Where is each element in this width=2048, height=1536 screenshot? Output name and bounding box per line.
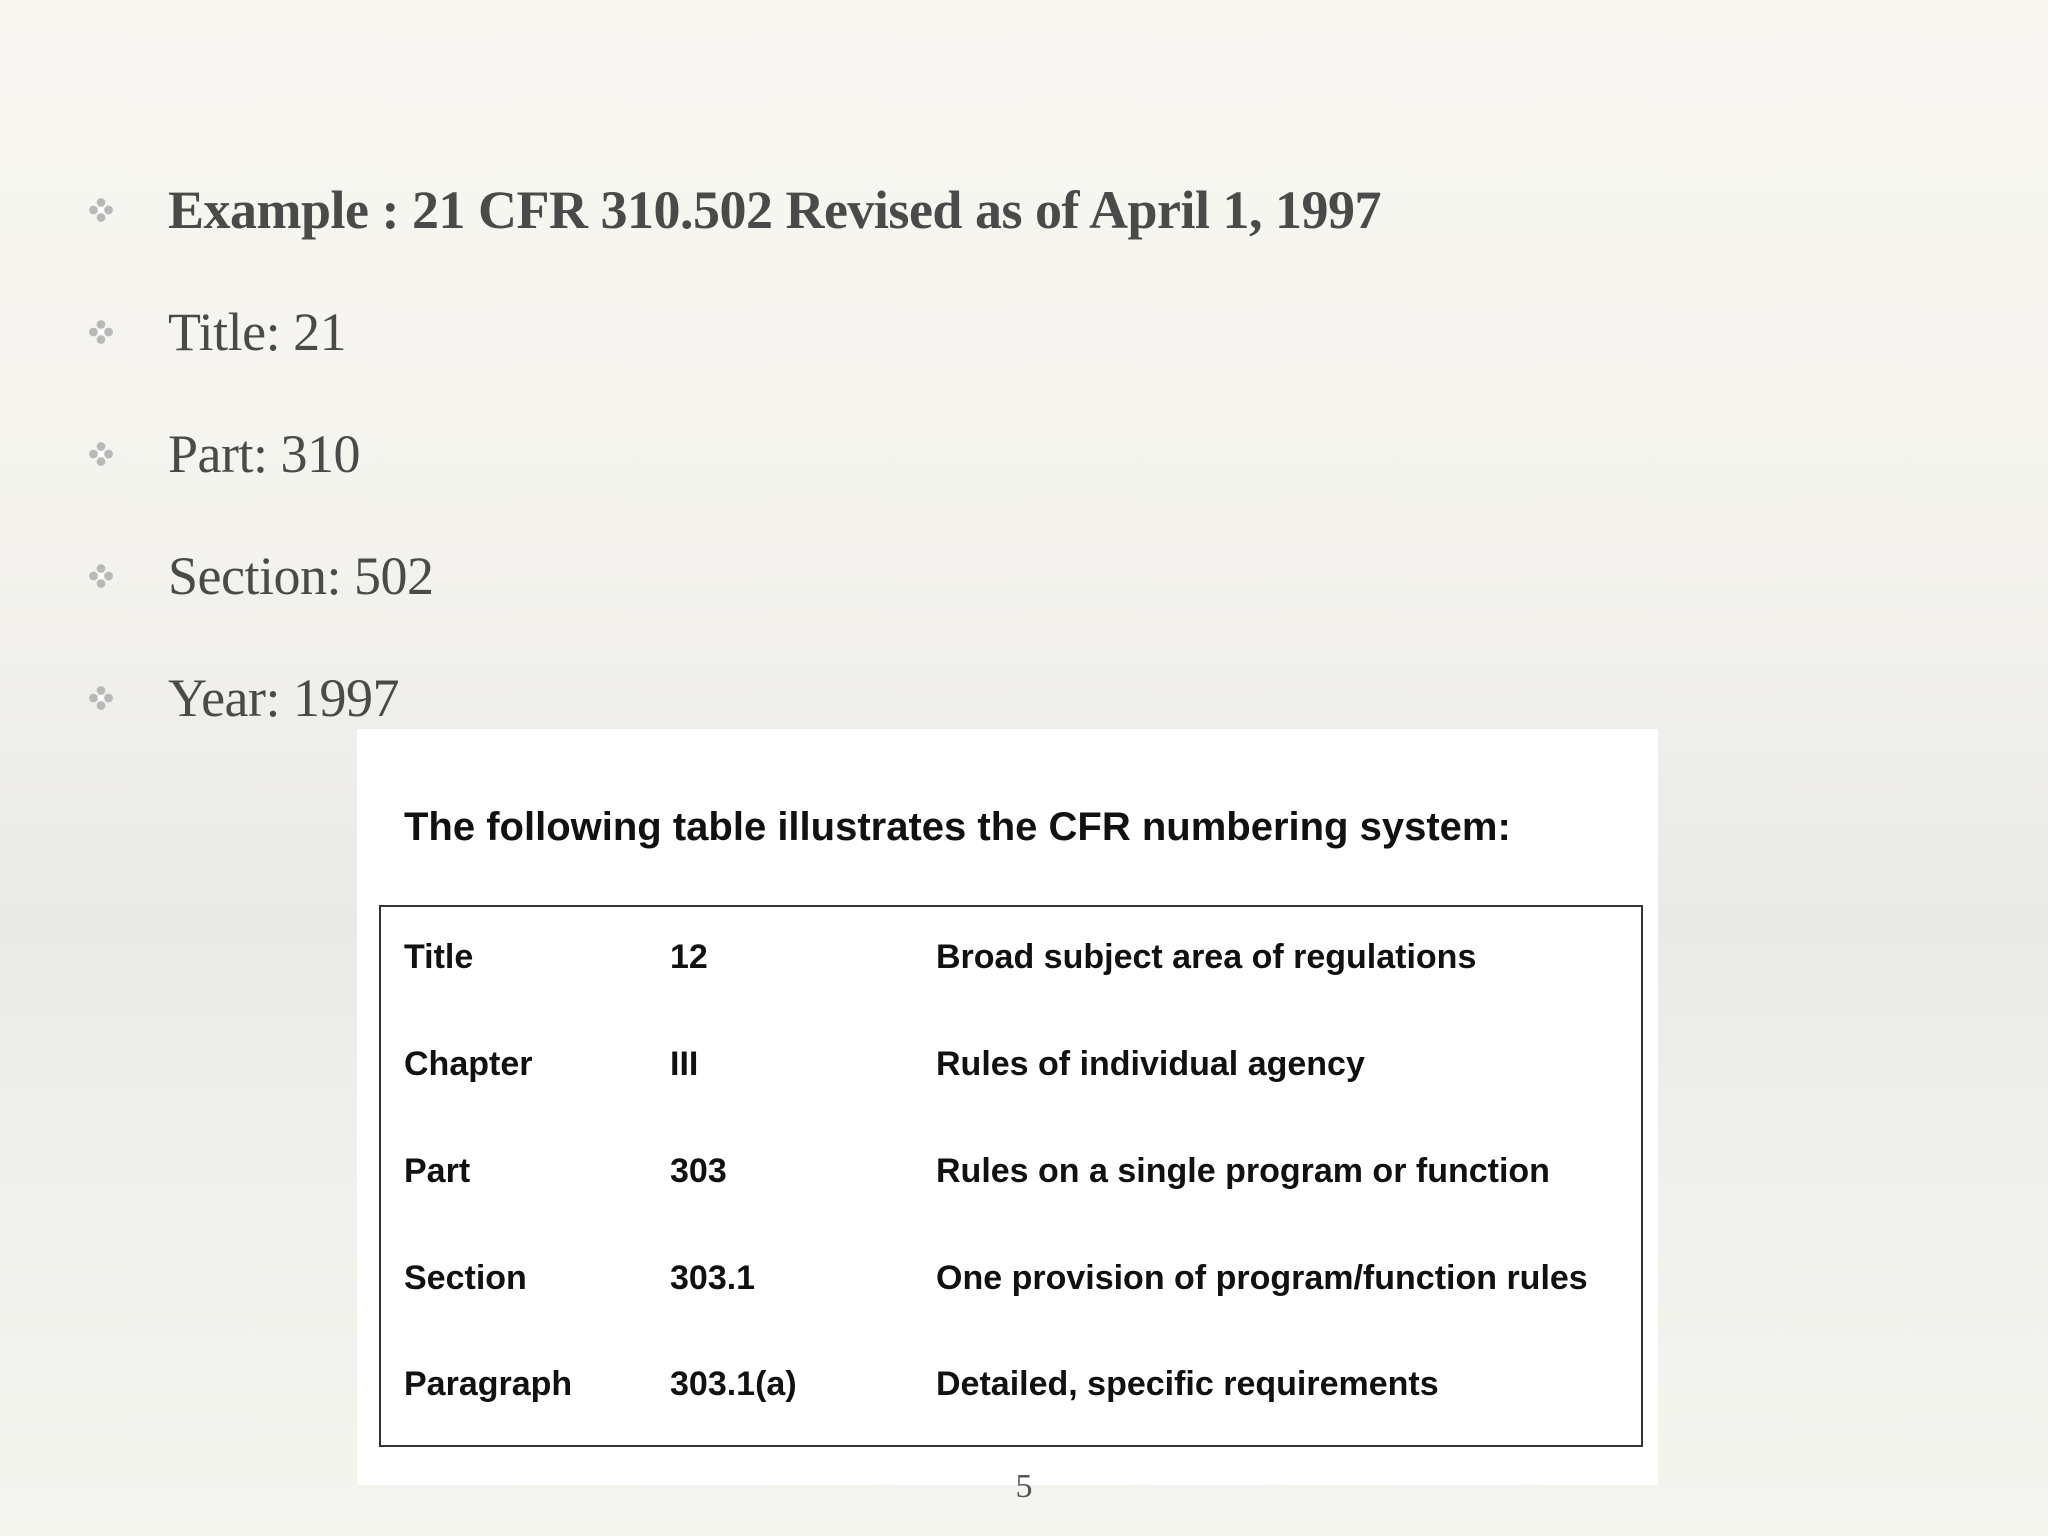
bullet-item-title: [86, 292, 346, 372]
level-cell: Chapter: [404, 1045, 533, 1083]
example-cell: 303.1(a): [670, 1365, 797, 1403]
example-cell: III: [670, 1045, 699, 1083]
bullet-item-year: [86, 658, 399, 738]
bullet-text: Example : 21 CFR 310.502 Revised as of April 1, 1997: [168, 180, 1381, 240]
table-row: [381, 1354, 1641, 1414]
table-row: [381, 1248, 1641, 1308]
level-cell: Part: [404, 1152, 471, 1190]
fleuron-diamond-icon: [86, 439, 116, 469]
fleuron-diamond-icon: [86, 317, 116, 347]
page-number: 5: [1015, 1468, 1033, 1505]
bullet-item-section: [86, 536, 433, 616]
bullet-text: Section: 502: [168, 546, 434, 606]
cfr-numbering-figure: [357, 729, 1658, 1485]
fleuron-diamond-icon: [86, 561, 116, 591]
description-cell: Detailed, specific requirements: [936, 1365, 1439, 1403]
bullet-text: Part: 310: [168, 424, 360, 484]
fleuron-diamond-icon: [86, 195, 116, 225]
bullet-item-part: [86, 414, 360, 494]
example-cell: 303.1: [670, 1259, 756, 1297]
fleuron-diamond-icon: [86, 683, 116, 713]
example-cell: 12: [670, 938, 708, 976]
level-cell: Section: [404, 1259, 527, 1297]
bullet-text: Year: 1997: [168, 668, 400, 728]
table-row: [381, 927, 1641, 987]
description-cell: Broad subject area of regulations: [936, 938, 1477, 976]
table-row: [381, 1034, 1641, 1094]
bullet-item-example: [86, 170, 1381, 250]
cfr-table: [379, 905, 1643, 1447]
figure-caption: The following table illustrates the CFR numbering system:: [404, 805, 1511, 849]
example-cell: 303: [670, 1152, 727, 1190]
description-cell: Rules on a single program or function: [936, 1152, 1550, 1190]
table-row: [381, 1141, 1641, 1201]
level-cell: Paragraph: [404, 1365, 573, 1403]
description-cell: Rules of individual agency: [936, 1045, 1365, 1083]
bullet-text: Title: 21: [168, 302, 347, 362]
level-cell: Title: [404, 938, 474, 976]
description-cell: One provision of program/function rules: [936, 1259, 1588, 1297]
